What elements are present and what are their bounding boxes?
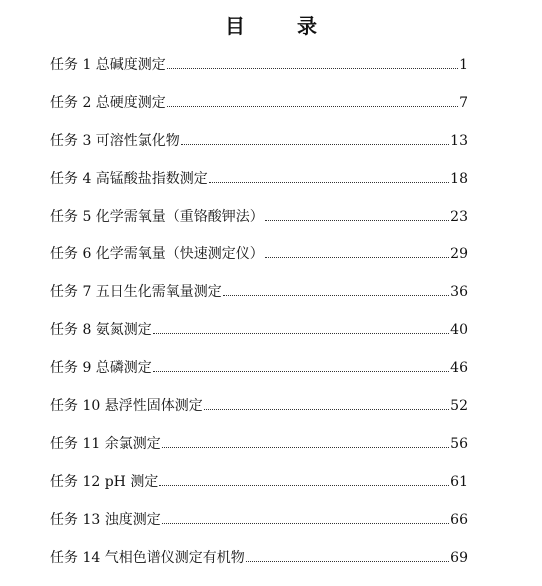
dot-leader: [167, 106, 458, 107]
dot-leader: [153, 333, 449, 334]
toc-title-char-1: 目: [225, 13, 245, 38]
toc-entry-page: 69: [450, 549, 468, 566]
toc-entry-text: 任务 1 总碱度测定: [50, 57, 166, 73]
dot-leader: [265, 220, 449, 221]
toc-entry-page: 61: [450, 473, 468, 490]
toc-entry-6: [50, 225, 468, 263]
toc-entry-page: 18: [450, 170, 468, 187]
toc-entry-text: 任务 9 总磷测定: [50, 360, 152, 377]
toc-entry-page: 36: [450, 284, 468, 301]
toc-entry-7: [50, 262, 468, 300]
toc-entry-12: [50, 452, 468, 490]
toc-entry-page: 13: [450, 132, 468, 149]
toc-entry-text: 任务 13 浊度测定: [50, 511, 161, 528]
toc-entry-page: 66: [450, 511, 468, 528]
toc-entry-text: 任务 4 高锰酸盐指数测定: [50, 170, 208, 187]
toc-entry-page: 7: [459, 94, 468, 111]
dot-leader: [265, 257, 449, 258]
dot-leader: [167, 68, 458, 69]
toc-entry-text: 任务 3 可溶性氯化物: [50, 132, 180, 149]
toc-entry-page: 46: [450, 360, 468, 377]
dot-leader: [153, 371, 449, 372]
toc-entry-5: [50, 187, 468, 225]
dot-leader: [223, 295, 449, 296]
toc-entry-text: 任务 14 气相色谱仪测定有机物: [50, 549, 245, 566]
toc-entry-13: [50, 490, 468, 528]
toc-entry-10: [50, 376, 468, 414]
toc-entry-text: 任务 7 五日生化需氧量测定: [50, 284, 222, 301]
dot-leader: [162, 447, 449, 448]
toc-entry-page: 52: [450, 398, 468, 415]
toc-entry-3: [50, 111, 468, 149]
dot-leader: [204, 409, 449, 410]
toc-entry-text: 任务 6 化学需氧量（快速测定仪）: [50, 246, 264, 263]
toc-title-char-2: 录: [297, 13, 317, 38]
toc-entry-4: [50, 149, 468, 187]
toc-entry-text: 任务 12 pH 测定: [50, 473, 159, 490]
toc-entry-text: 任务 8 氨氮测定: [50, 322, 152, 339]
toc-entry-9: [50, 338, 468, 376]
toc-entry-page: 40: [450, 322, 468, 339]
toc-entry-page: 1: [459, 57, 468, 73]
toc-entry-14: [50, 528, 468, 566]
toc-entry-text: 任务 5 化学需氧量（重铬酸钾法）: [50, 208, 264, 225]
toc-entry-page: 56: [450, 435, 468, 452]
toc-entry-11: [50, 414, 468, 452]
dot-leader: [181, 144, 449, 145]
dot-leader: [209, 182, 449, 183]
toc-entry-2: [50, 73, 468, 111]
toc-title: [0, 10, 542, 38]
toc-entry-page: 29: [450, 246, 468, 263]
toc-entry-text: 任务 11 余氯测定: [50, 435, 161, 452]
toc-entry-page: 23: [450, 208, 468, 225]
toc-entry-text: 任务 10 悬浮性固体测定: [50, 398, 203, 415]
toc-entry-8: [50, 300, 468, 338]
dot-leader: [162, 523, 449, 524]
dot-leader: [246, 561, 449, 562]
toc-list: [50, 45, 468, 566]
dot-leader: [159, 485, 449, 486]
toc-entry-text: 任务 2 总硬度测定: [50, 94, 166, 111]
toc-entry-1: [50, 45, 468, 73]
